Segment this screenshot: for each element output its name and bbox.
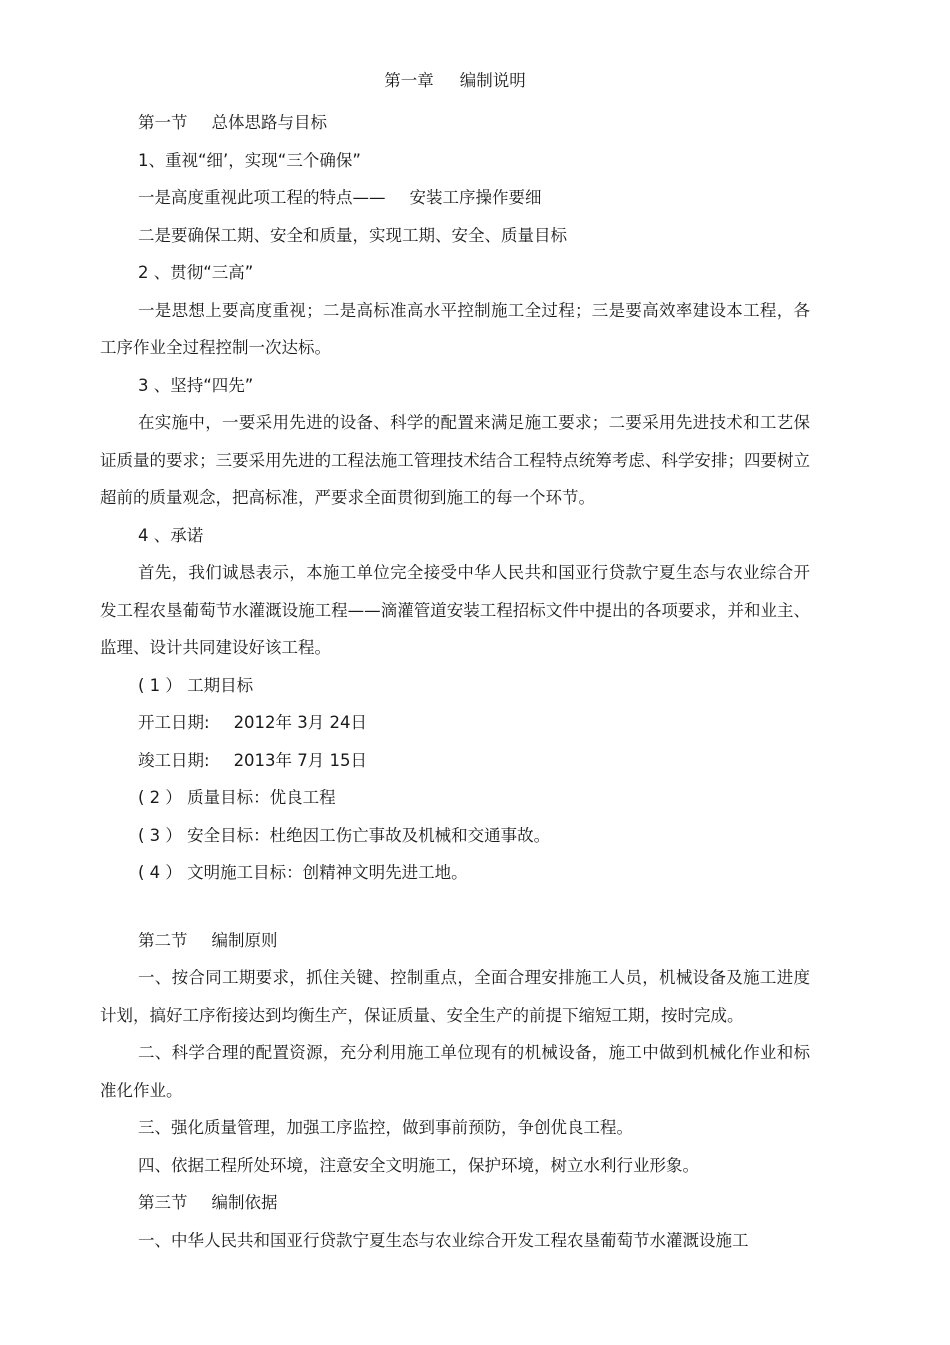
- goal-line: ( 3 ） 安全目标：杜绝因工伤亡事故及机械和交通事故。: [138, 825, 551, 845]
- goal-heading: ( 1 ） 工期目标: [138, 675, 254, 695]
- goal-line: ( 4 ） 文明施工目标：创精神文明先进工地。: [138, 863, 468, 882]
- end-date-label: 竣工日期:: [138, 750, 210, 770]
- section-name: 编制原则: [211, 930, 278, 950]
- start-date: [100, 704, 810, 742]
- section-name: 编制依据: [211, 1193, 278, 1212]
- end-date-value: 2013年 7月 15日: [233, 750, 368, 770]
- paragraph: 一、按合同工期要求，抓住关键、控制重点，全面合理安排施工人员，机械设备及施工进度计划，搞好工序衔接达到均衡生产，保证质量、安全生产的前提下缩短工期，按时完成。: [100, 968, 810, 1025]
- paragraph: 在实施中，一要采用先进的设备、科学的配置来满足施工要求；二要采用先进技术和工艺保证质量的要求；三要采用先进的工程法施工管理技术结合工程特点统筹考虑、科学安排；四要树立超前的质量观念，把高标准，严要求全面贯彻到施工的每一个环节。: [100, 413, 810, 507]
- point-line-text: 一是高度重视此项工程的特点——: [138, 188, 386, 207]
- paragraph: 首先，我们诚恳表示，本施工单位完全接受中华人民共和国亚行贷款宁夏生态与农业综合开发工程农垦葡萄节水灌溉设施工程——滴灌管道安装工程招标文件中提出的各项要求，并和业主、监理、设计共同建设好该工程。: [100, 563, 810, 657]
- paragraph: 一、中华人民共和国亚行贷款宁夏生态与农业综合开发工程农垦葡萄节水灌溉设施工: [138, 1230, 749, 1250]
- paragraph: 三、强化质量管理，加强工序监控，做到事前预防，争创优良工程。: [138, 1118, 633, 1137]
- point-line: 二是要确保工期、安全和质量，实现工期、安全、质量目标: [138, 225, 567, 245]
- section-number: 第一节: [138, 113, 188, 132]
- paragraph: 四、依据工程所处环境，注意安全文明施工，保护环境，树立水利行业形象。: [138, 1155, 699, 1175]
- section-name: 总体思路与目标: [211, 113, 327, 132]
- paragraph: 二、科学合理的配置资源，充分利用施工单位现有的机械设备，施工中做到机械化作业和标准化作业。: [100, 1043, 810, 1100]
- end-date: [100, 742, 810, 780]
- point-heading: 1、重视“细’，实现“三个确保”: [138, 150, 361, 170]
- chapter-name: 编制说明: [459, 71, 526, 90]
- section-heading: [100, 104, 810, 142]
- section-heading: [100, 1184, 810, 1222]
- start-date-value: 2012年 3月 24日: [233, 713, 368, 732]
- section-heading: [100, 922, 810, 960]
- start-date-label: 开工日期:: [138, 713, 210, 732]
- section-number: 第二节: [138, 930, 188, 950]
- goal-line: ( 2 ） 质量目标：优良工程: [138, 788, 336, 807]
- point-heading: 4 、承诺: [138, 525, 204, 545]
- paragraph: 一是思想上要高度重视；二是高标准高水平控制施工全过程；三是要高效率建设本工程，各工序作业全过程控制一次达标。: [100, 300, 810, 357]
- point-heading: 2 、贯彻“三高”: [138, 263, 254, 282]
- point-line-tail: 安装工序操作要细: [409, 188, 542, 207]
- point-line: [100, 179, 810, 217]
- point-heading: 3 、坚持“四先”: [138, 375, 254, 395]
- section-number: 第三节: [138, 1193, 188, 1212]
- chapter-number: 第一章: [384, 71, 434, 90]
- chapter-title: [100, 66, 810, 96]
